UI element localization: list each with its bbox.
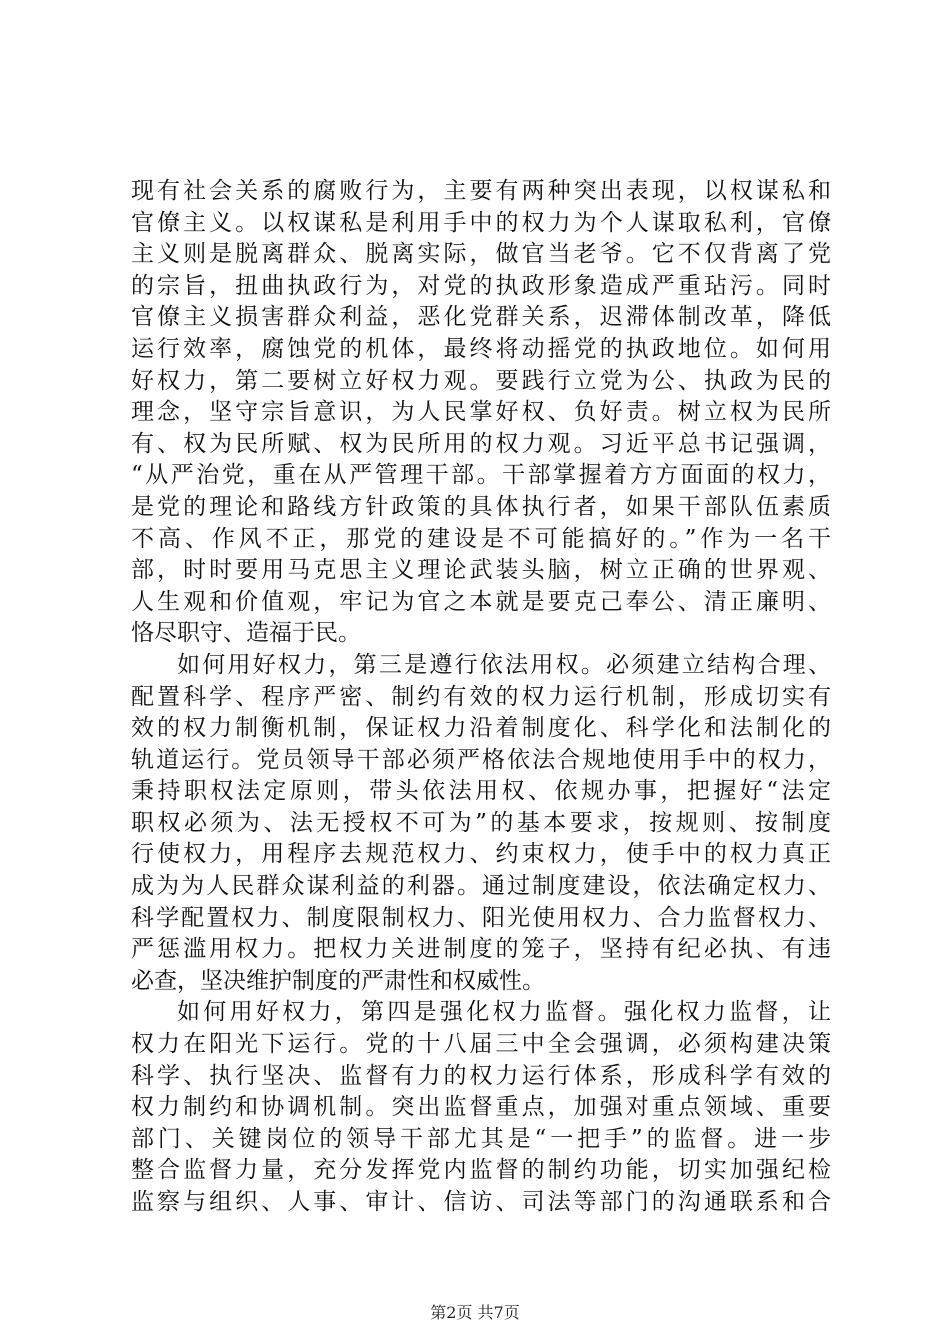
text-line: 监察与组织、人事、审计、信访、司法等部门的沟通联系和合 [131,1189,831,1215]
text-line: 运行效率，腐蚀党的机体，最终将动摇党的执政地位。如何用 [131,335,831,362]
text-line: 不高、作风不正，那党的建设是不可能搞好的。”作为一名干 [131,525,831,552]
text-line: 权力制约和协调机制。突出监督重点，加强对重点领域、重要 [131,1094,831,1121]
text-line: 成为为人民群众谋利益的利器。通过制度建设，依法确定权力、 [131,873,831,900]
text-line: 职权必须为、法无授权不可为”的基本要求，按规则、按制度 [131,809,831,836]
text-line: 如何用好权力，第三是遵行依法用权。必须建立结构合理、 [177,651,831,678]
text-line: 人生观和价值观，牢记为官之本就是要克己奉公、清正廉明、 [131,588,831,615]
text-line: 秉持职权法定原则，带头依法用权、依规办事，把握好“法定 [131,778,831,805]
body-text [131,176,831,1219]
text-line: 整合监督力量，充分发挥党内监督的制约功能，切实加强纪检 [131,1157,831,1184]
text-line: 好权力，第二要树立好权力观。要践行立党为公、执政为民的 [131,367,831,394]
text-line: 现有社会关系的腐败行为，主要有两种突出表现，以权谋私和 [131,178,831,204]
text-line: 科学、执行坚决、监督有力的权力运行体系，形成科学有效的 [131,1062,831,1089]
text-line: 主义则是脱离群众、脱离实际，做官当老爷。它不仅背离了党 [131,241,831,268]
text-line: 官僚主义。以权谋私是利用手中的权力为个人谋取私利，官僚 [131,209,831,236]
text-line: 权力在阳光下运行。党的十八届三中全会强调，必须构建决策 [131,1031,831,1058]
paragraph [131,650,831,998]
text-line: 是党的理论和路线方针政策的具体执行者，如果干部队伍素质 [131,493,831,520]
text-line: 科学配置权力、制度限制权力、阳光使用权力、合力监督权力、 [131,904,831,931]
text-line: 必查，坚决维护制度的严肃性和权威性。 [131,967,545,994]
text-line: 配置科学、程序严密、制约有效的权力运行机制，形成切实有 [131,683,831,710]
text-line: 部，时时要用马克思主义理论武装头脑，树立正确的世界观、 [131,557,831,584]
text-line: 严惩滥用权力。把权力关进制度的笼子，坚持有纪必执、有违 [131,936,831,963]
text-line: 的宗旨，扭曲执政行为，对党的执政形象造成严重玷污。同时 [131,272,831,299]
text-line: 效的权力制衡机制，保证权力沿着制度化、科学化和法制化的 [131,715,831,742]
paragraph [131,997,831,1218]
text-line: 官僚主义损害群众利益，恶化党群关系，迟滞体制改革，降低 [131,304,831,331]
text-line: 部门、关键岗位的领导干部尤其是“一把手”的监督。进一步 [131,1125,831,1152]
text-line: 恪尽职守、造福于民。 [131,620,361,647]
text-line: “从严治党，重在从严管理干部。干部掌握着方方面面的权力， [131,462,831,489]
text-line: 理念，坚守宗旨意识，为人民掌好权、负好责。树立权为民所 [131,399,831,426]
text-line: 如何用好权力，第四是强化权力监督。强化权力监督，让 [177,999,831,1026]
text-line: 有、权为民所赋、权为民所用的权力观。习近平总书记强调， [131,430,831,457]
page-footer: 第2页 共7页 [430,1303,520,1322]
text-line: 轨道运行。党员领导干部必须严格依法合规地使用手中的权力， [131,746,831,773]
text-line: 行使权力，用程序去规范权力、约束权力，使手中的权力真正 [131,841,831,868]
paragraph [131,176,831,650]
